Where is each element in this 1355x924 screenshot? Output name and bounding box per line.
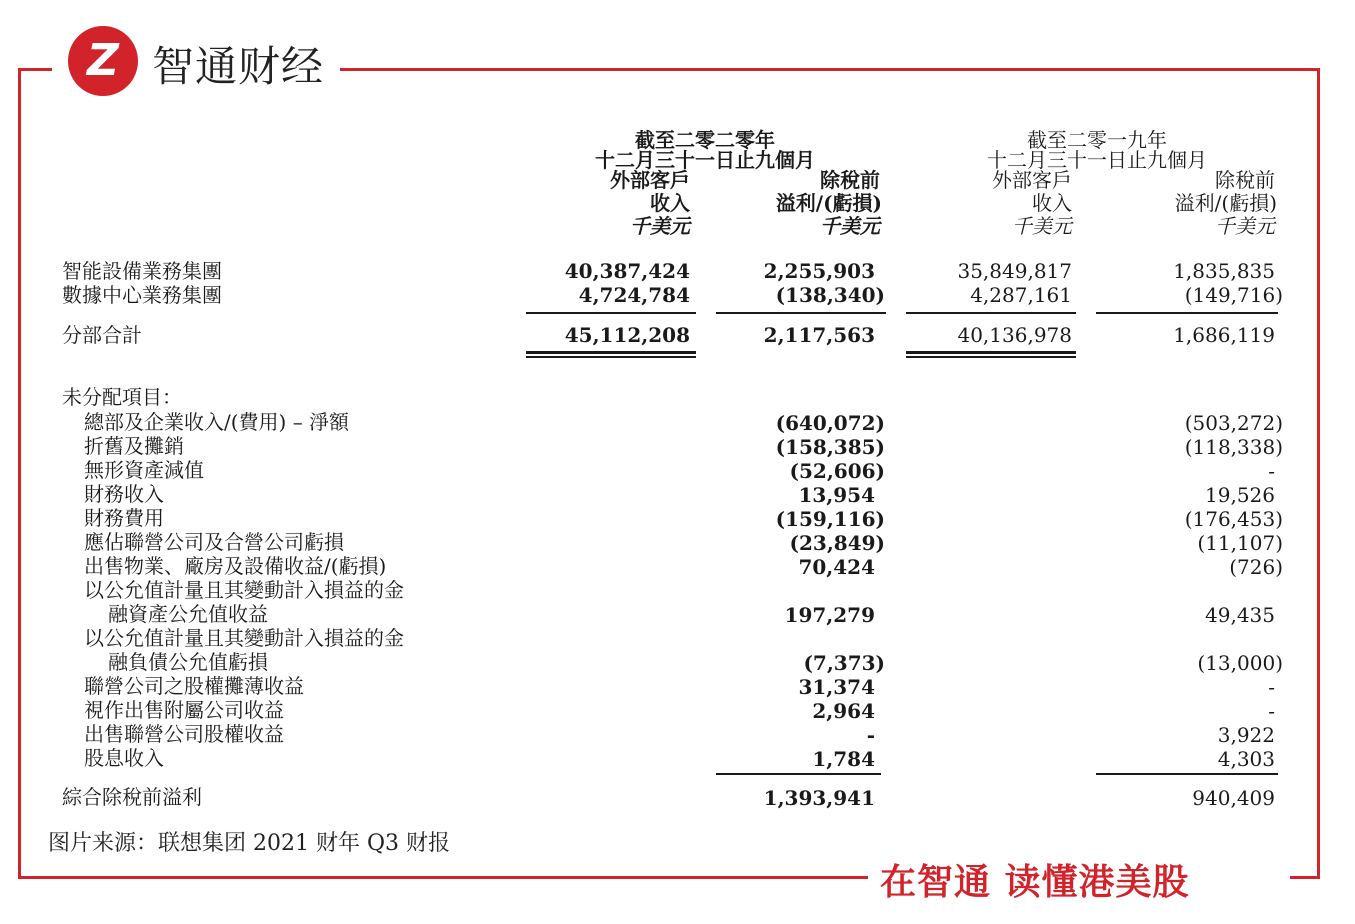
unallocated-2019: (503,272) [1184, 411, 1283, 435]
rule-rev-2019-top [906, 312, 1076, 314]
frame-border-bottom-left [18, 876, 868, 879]
unallocated-2020: (7,373) [803, 651, 885, 675]
unallocated-label: 總部及企業收入/(費用) – 淨額 [84, 410, 350, 434]
segment-rev-2020: 4,724,784 [578, 283, 690, 307]
unallocated-2020: 197,279 [784, 603, 875, 627]
unallocated-label: 無形資產減值 [84, 458, 204, 482]
period-2019-line2: 十二月三十一日止九個月 [987, 148, 1207, 172]
brand-name: 智通财经 [152, 42, 325, 91]
unallocated-2019: - [1268, 675, 1275, 699]
period-2020-line2: 十二月三十一日止九個月 [595, 148, 815, 172]
col-2020-profit-line1: 除稅前 [820, 168, 880, 192]
segment-total-rev-2019: 40,136,978 [957, 323, 1072, 347]
unallocated-label: 出售物業、廠房及設備收益/(虧損) [84, 554, 387, 578]
segment-rev-2019: 35,849,817 [957, 259, 1072, 283]
frame-border-top [340, 68, 1320, 71]
unallocated-2019: 3,922 [1217, 723, 1275, 747]
unallocated-2020: - [866, 723, 875, 747]
unallocated-2020: 1,784 [812, 747, 875, 771]
period-2019-line1: 截至二零一九年 [1027, 128, 1167, 152]
unallocated-2019: 49,435 [1205, 603, 1275, 627]
unallocated-label: 以公允值計量且其變動計入損益的金 [84, 626, 404, 650]
segment-rev-2019: 4,287,161 [970, 283, 1072, 307]
unallocated-2020: (158,385) [775, 435, 885, 459]
col-2020-revenue-line2: 收入 [650, 191, 690, 215]
col-2019-revenue-unit: 千美元 [1012, 214, 1072, 238]
grand-total-label: 綜合除稅前溢利 [62, 785, 202, 809]
unallocated-label: 應佔聯營公司及合營公司虧損 [84, 530, 344, 554]
unallocated-2019: 19,526 [1205, 483, 1275, 507]
segment-total-label: 分部合計 [62, 323, 142, 347]
unallocated-label: 視作出售附屬公司收益 [84, 698, 284, 722]
col-2020-profit-unit: 千美元 [820, 214, 880, 238]
unallocated-label: 股息收入 [84, 746, 164, 770]
segment-total-profit-2019: 1,686,119 [1173, 323, 1275, 347]
rule-rev-2020-double-2 [526, 356, 696, 358]
unallocated-label: 財務費用 [84, 506, 164, 530]
brand-logo-icon: Z [68, 26, 138, 96]
unallocated-2020: (23,849) [789, 531, 885, 555]
rule-total-2019 [1096, 773, 1278, 775]
col-2019-profit-line1: 除稅前 [1215, 168, 1275, 192]
segment-label: 智能設備業務集團 [62, 259, 222, 283]
unallocated-2019: (118,338) [1184, 435, 1283, 459]
col-2020-revenue-line1: 外部客戶 [610, 168, 690, 192]
rule-rev-2020-top [526, 312, 696, 314]
segment-label: 數據中心業務集團 [62, 283, 222, 307]
segment-total-profit-2020: 2,117,563 [763, 323, 875, 347]
frame-border-right [1317, 68, 1320, 878]
unallocated-label: 折舊及攤銷 [84, 434, 184, 458]
unallocated-2020: 31,374 [798, 675, 875, 699]
grand-total-2019: 940,409 [1192, 786, 1275, 810]
unallocated-2020: (640,072) [775, 411, 885, 435]
frame-border-left [18, 68, 21, 878]
brand-slogan: 在智通 读懂港美股 [880, 862, 1190, 903]
unallocated-2020: 70,424 [798, 555, 875, 579]
unallocated-2020: (52,606) [789, 459, 885, 483]
frame-border-bottom-right [1290, 876, 1320, 879]
segment-profit-2020: 2,255,903 [763, 259, 875, 283]
unallocated-2020: 13,954 [798, 483, 875, 507]
col-2019-revenue-line1: 外部客戶 [992, 168, 1072, 192]
unallocated-2020: 2,964 [812, 699, 875, 723]
period-2020-line1: 截至二零二零年 [635, 128, 775, 152]
unallocated-label: 出售聯營公司股權收益 [84, 722, 284, 746]
col-2019-revenue-line2: 收入 [1032, 191, 1072, 215]
unallocated-2019: (176,453) [1184, 507, 1283, 531]
rule-profit-2019-top [1096, 312, 1278, 314]
col-2019-profit-line2: 溢利/(虧損) [1174, 191, 1277, 215]
unallocated-2019: (726) [1229, 555, 1283, 579]
col-2020-profit-line2: 溢利/(虧損) [775, 191, 882, 215]
rule-total-2020 [716, 773, 881, 775]
unallocated-title: 未分配項目： [62, 385, 182, 409]
segment-profit-2020: (138,340) [775, 283, 885, 307]
segment-profit-2019: 1,835,835 [1173, 259, 1275, 283]
frame-border-top-left [18, 68, 52, 71]
unallocated-2019: - [1268, 699, 1275, 723]
unallocated-label-continued: 融資產公允值收益 [108, 602, 268, 626]
unallocated-label: 以公允值計量且其變動計入損益的金 [84, 578, 404, 602]
rule-rev-2019-double-2 [906, 356, 1076, 358]
unallocated-2020: (159,116) [775, 507, 885, 531]
rule-rev-2019-double-1 [906, 351, 1076, 354]
rule-profit-2020-top [716, 312, 886, 314]
unallocated-2019: - [1268, 459, 1275, 483]
segment-profit-2019: (149,716) [1184, 283, 1283, 307]
grand-total-2020: 1,393,941 [763, 786, 875, 810]
unallocated-2019: 4,303 [1217, 747, 1275, 771]
source-note: 图片来源：联想集团 2021 财年 Q3 财报 [48, 831, 450, 856]
segment-rev-2020: 40,387,424 [564, 259, 690, 283]
unallocated-2019: (13,000) [1197, 651, 1283, 675]
unallocated-label-continued: 融負債公允值虧損 [108, 650, 268, 674]
col-2020-revenue-unit: 千美元 [630, 214, 690, 238]
unallocated-2019: (11,107) [1197, 531, 1283, 555]
unallocated-label: 財務收入 [84, 482, 164, 506]
segment-total-rev-2020: 45,112,208 [564, 323, 690, 347]
col-2019-profit-unit: 千美元 [1215, 214, 1275, 238]
rule-rev-2020-double-1 [526, 351, 696, 354]
unallocated-label: 聯營公司之股權攤薄收益 [84, 674, 304, 698]
